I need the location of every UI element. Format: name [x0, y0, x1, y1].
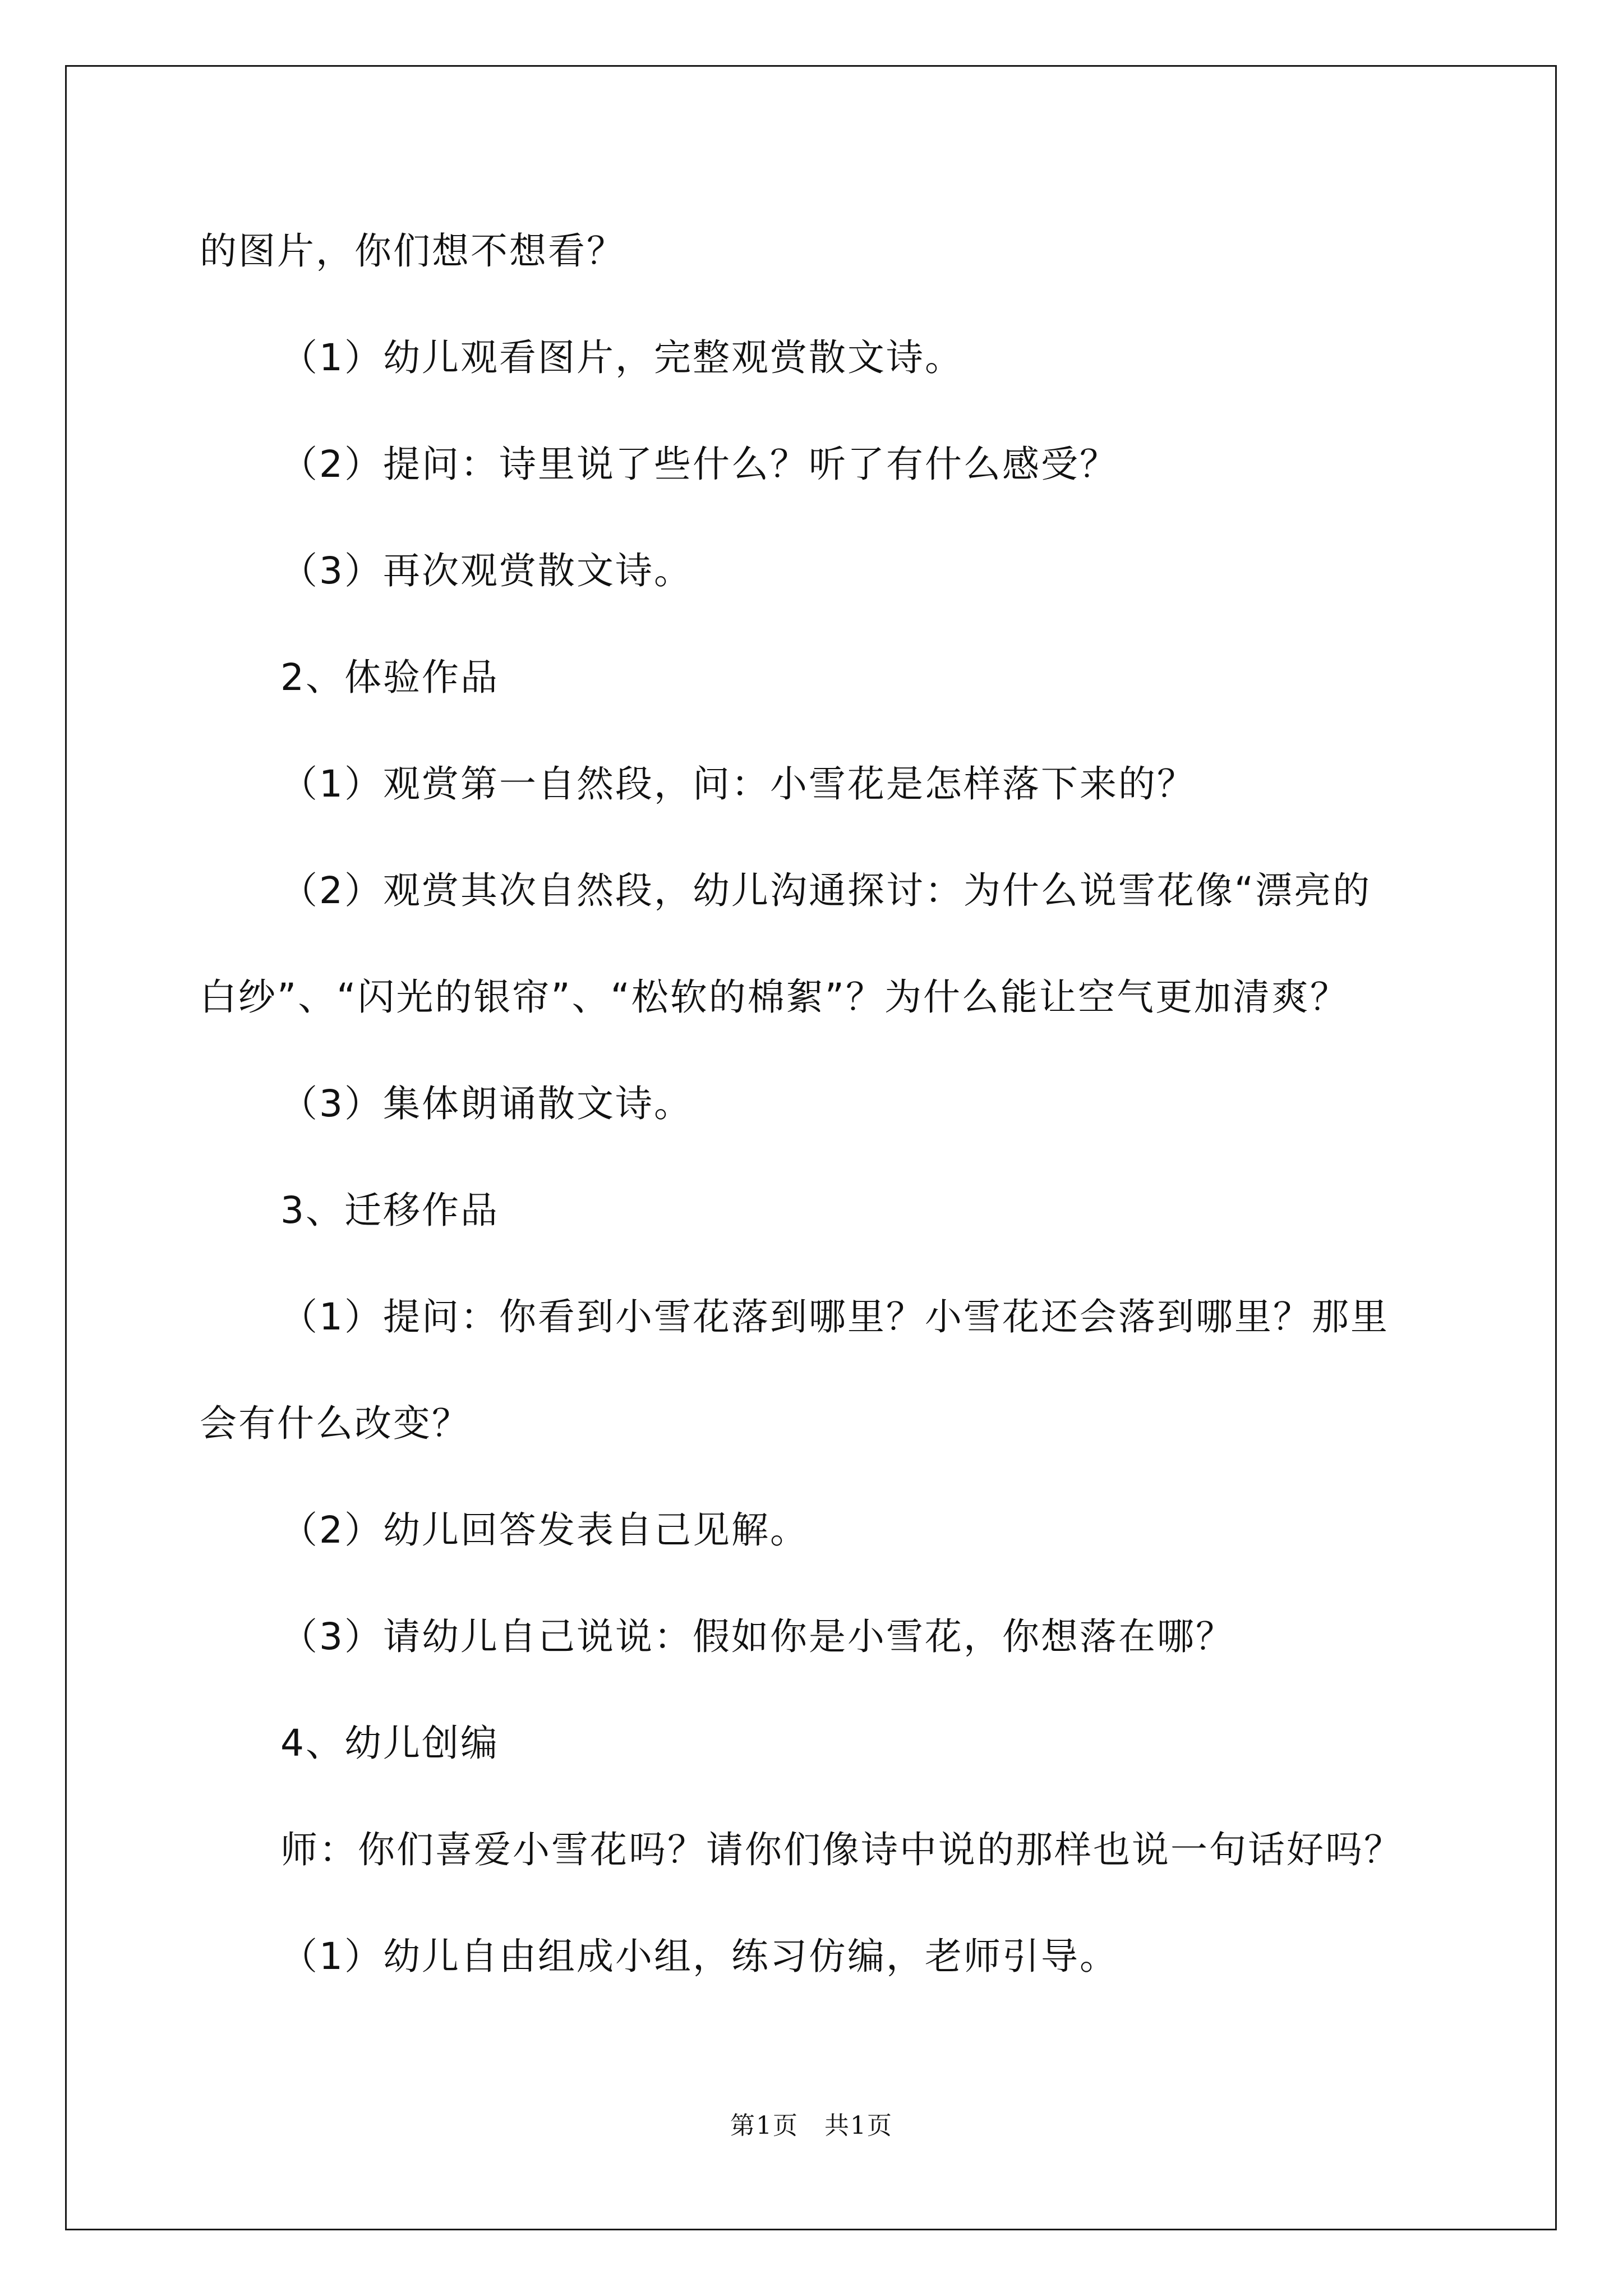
text-line: 白纱”、“闪光的银帘”、“松软的棉絮”？为什么能让空气更加清爽？	[200, 976, 1349, 1019]
section-heading: 2、体验作品	[280, 656, 499, 699]
text-line: （2）观赏其次自然段，幼儿沟通探讨：为什么说雪花像“漂亮的	[280, 869, 1372, 912]
text-line: 师：你们喜爱小雪花吗？请你们像诗中说的那样也说一句话好吗？	[280, 1828, 1403, 1871]
text-line: （3）请幼儿自己说说：假如你是小雪花，你想落在哪？	[280, 1615, 1234, 1658]
text-line: （2）提问：诗里说了些什么？听了有什么感受？	[280, 443, 1118, 486]
section-heading: 4、幼儿创编	[280, 1722, 499, 1765]
text-line: （3）再次观赏散文诗。	[280, 549, 693, 592]
text-line: 会有什么改变？	[200, 1402, 471, 1445]
text-line: （1）观赏第一自然段，问：小雪花是怎样落下来的？	[280, 762, 1196, 806]
text-line: （1）提问：你看到小雪花落到哪里？小雪花还会落到哪里？那里	[280, 1295, 1389, 1338]
text-line: （3）集体朗诵散文诗。	[280, 1082, 693, 1125]
section-heading: 3、迁移作品	[280, 1189, 499, 1232]
page-border	[65, 65, 1557, 2230]
page-footer: 第1页 共1页	[730, 2111, 893, 2140]
text-line: （1）幼儿自由组成小组，练习仿编，老师引导。	[280, 1935, 1118, 1978]
text-line: 的图片，你们想不想看？	[200, 229, 625, 273]
text-line: （1）幼儿观看图片，完整观赏散文诗。	[280, 336, 963, 379]
text-line: （2）幼儿回答发表自己见解。	[280, 1508, 809, 1552]
